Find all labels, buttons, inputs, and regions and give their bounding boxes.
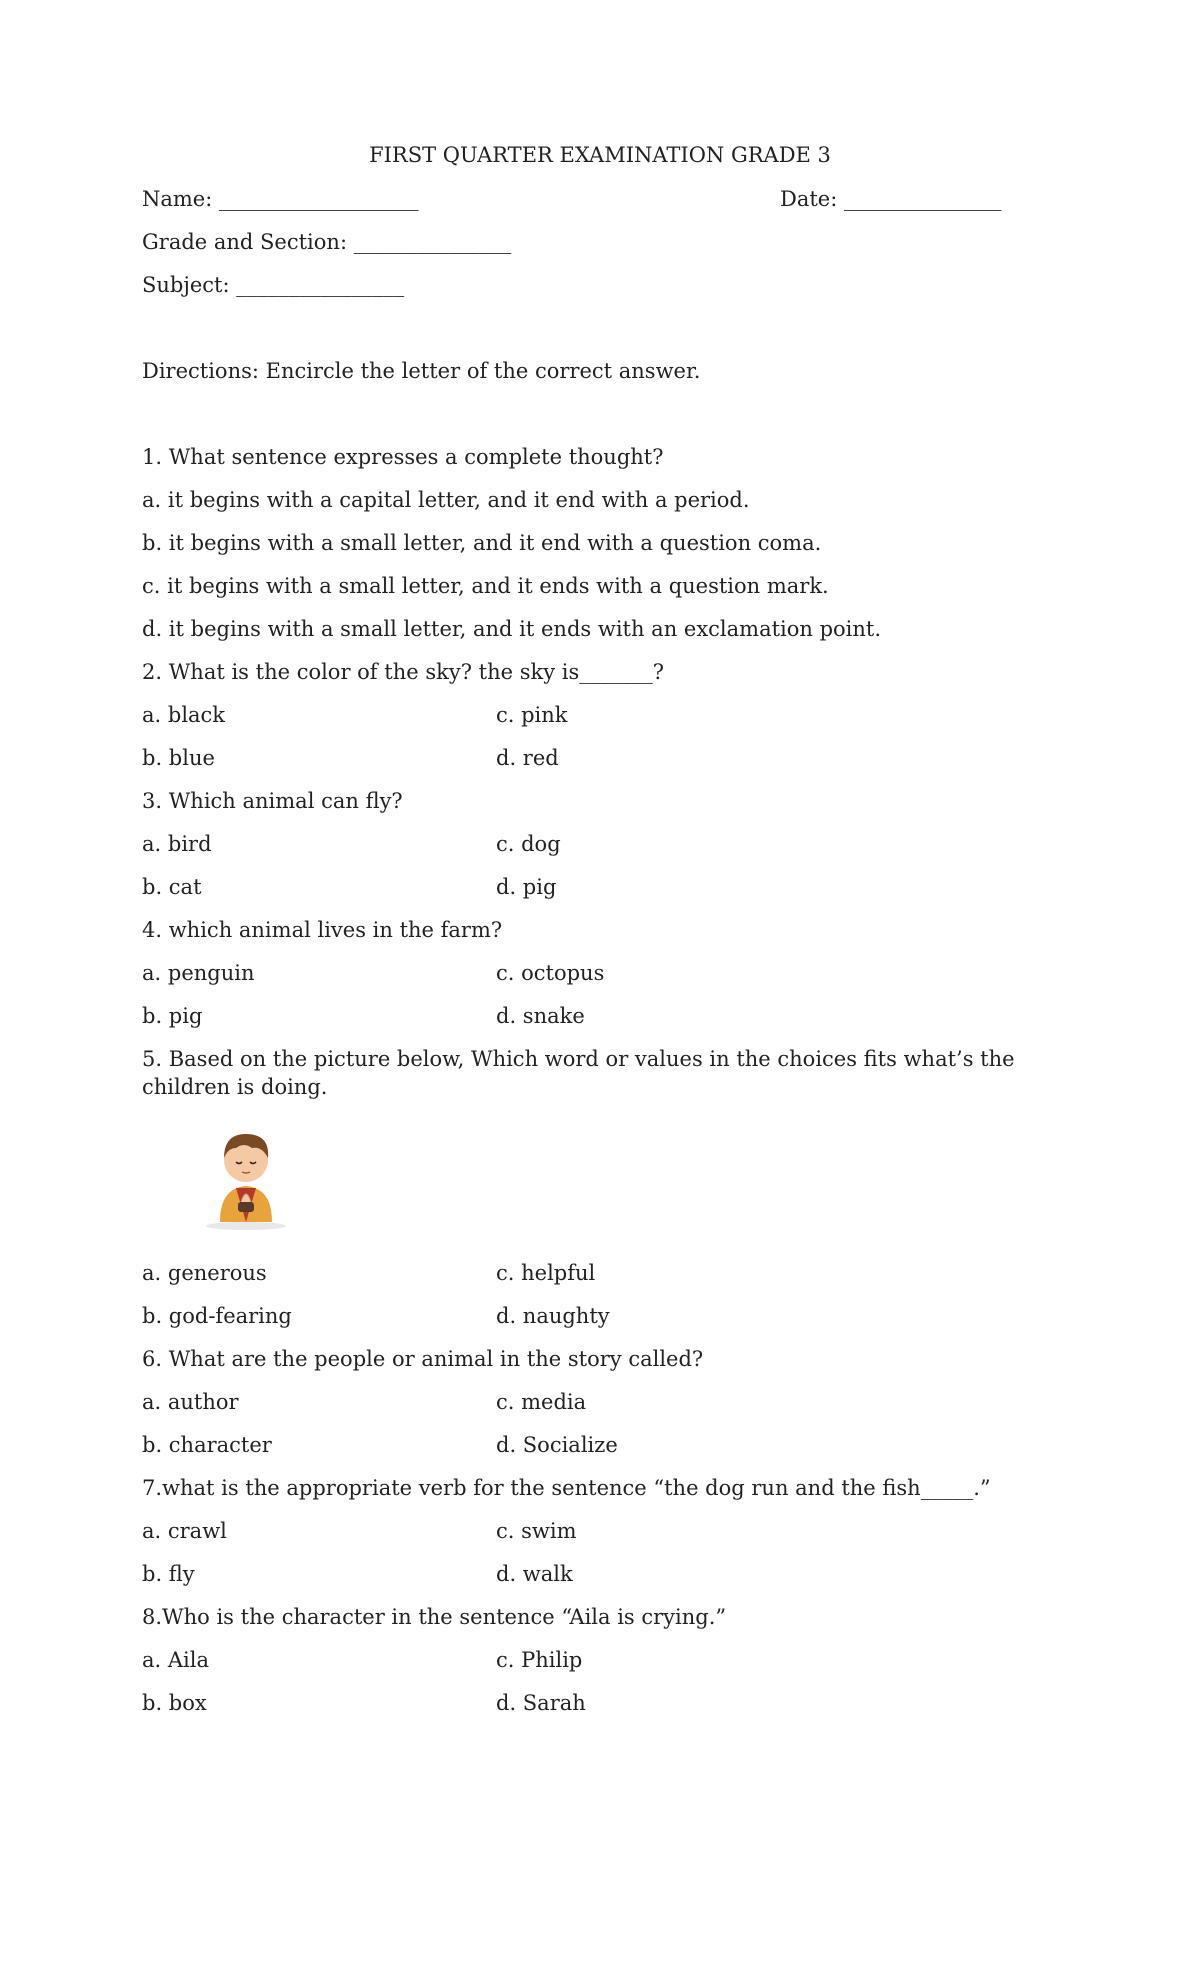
- q3-choice-c: c. dog: [496, 832, 561, 856]
- q8-choice-d: d. Sarah: [496, 1691, 586, 1715]
- question-7: 7.what is the appropriate verb for the sentence “the dog run and the fish_____.”: [142, 1476, 991, 1500]
- q3-choice-b: b. cat: [142, 875, 202, 899]
- q6-choice-d: d. Socialize: [496, 1433, 618, 1457]
- q4-choice-b: b. pig: [142, 1004, 203, 1028]
- q1-choice-a: a. it begins with a capital letter, and it end with a period.: [142, 488, 750, 512]
- question-4: 4. which animal lives in the farm?: [142, 918, 503, 942]
- q8-choice-a: a. Aila: [142, 1648, 209, 1672]
- q7-choice-c: c. swim: [496, 1519, 577, 1543]
- q2-choice-a: a. black: [142, 703, 226, 727]
- praying-child-illustration: [196, 1122, 296, 1232]
- q5-choice-b: b. god-fearing: [142, 1304, 292, 1328]
- q6-choice-a: a. author: [142, 1390, 239, 1414]
- q7-choice-b: b. fly: [142, 1562, 195, 1586]
- subject-field: Subject: ________________: [142, 273, 405, 297]
- q2-choice-b: b. blue: [142, 746, 215, 770]
- question-8: 8.Who is the character in the sentence “Aila is crying.”: [142, 1605, 727, 1629]
- q4-choice-a: a. penguin: [142, 961, 255, 985]
- q1-choice-d: d. it begins with a small letter, and it ends with an exclamation point.: [142, 617, 882, 641]
- q5-choice-c: c. helpful: [496, 1261, 596, 1285]
- q8-choice-c: c. Philip: [496, 1648, 583, 1672]
- q8-choice-b: b. box: [142, 1691, 207, 1715]
- directions: Directions: Encircle the letter of the correct answer.: [142, 359, 701, 383]
- q7-choice-d: d. walk: [496, 1562, 573, 1586]
- q7-choice-a: a. crawl: [142, 1519, 227, 1543]
- q6-choice-b: b. character: [142, 1433, 272, 1457]
- name-field: Name: ___________________: [142, 187, 419, 211]
- q2-choice-c: c. pink: [496, 703, 568, 727]
- q1-choice-c: c. it begins with a small letter, and it ends with a question mark.: [142, 574, 829, 598]
- q2-choice-d: d. red: [496, 746, 559, 770]
- q6-choice-c: c. media: [496, 1390, 587, 1414]
- q4-choice-d: d. snake: [496, 1004, 585, 1028]
- q3-choice-d: d. pig: [496, 875, 557, 899]
- q1-choice-b: b. it begins with a small letter, and it end with a question coma.: [142, 531, 822, 555]
- grade-section-field: Grade and Section: _______________: [142, 230, 512, 254]
- question-3: 3. Which animal can fly?: [142, 789, 403, 813]
- page-title: FIRST QUARTER EXAMINATION GRADE 3: [369, 143, 831, 167]
- q5-choice-a: a. generous: [142, 1261, 267, 1285]
- q5-choice-d: d. naughty: [496, 1304, 610, 1328]
- question-5: 5. Based on the picture below, Which word or values in the choices fits what’s the children is doing.: [142, 1047, 1015, 1099]
- question-2: 2. What is the color of the sky? the sky is_______?: [142, 660, 664, 684]
- q3-choice-a: a. bird: [142, 832, 212, 856]
- date-field: Date: _______________: [780, 187, 1002, 211]
- question-6: 6. What are the people or animal in the story called?: [142, 1347, 704, 1371]
- question-1: 1. What sentence expresses a complete thought?: [142, 445, 664, 469]
- q4-choice-c: c. octopus: [496, 961, 605, 985]
